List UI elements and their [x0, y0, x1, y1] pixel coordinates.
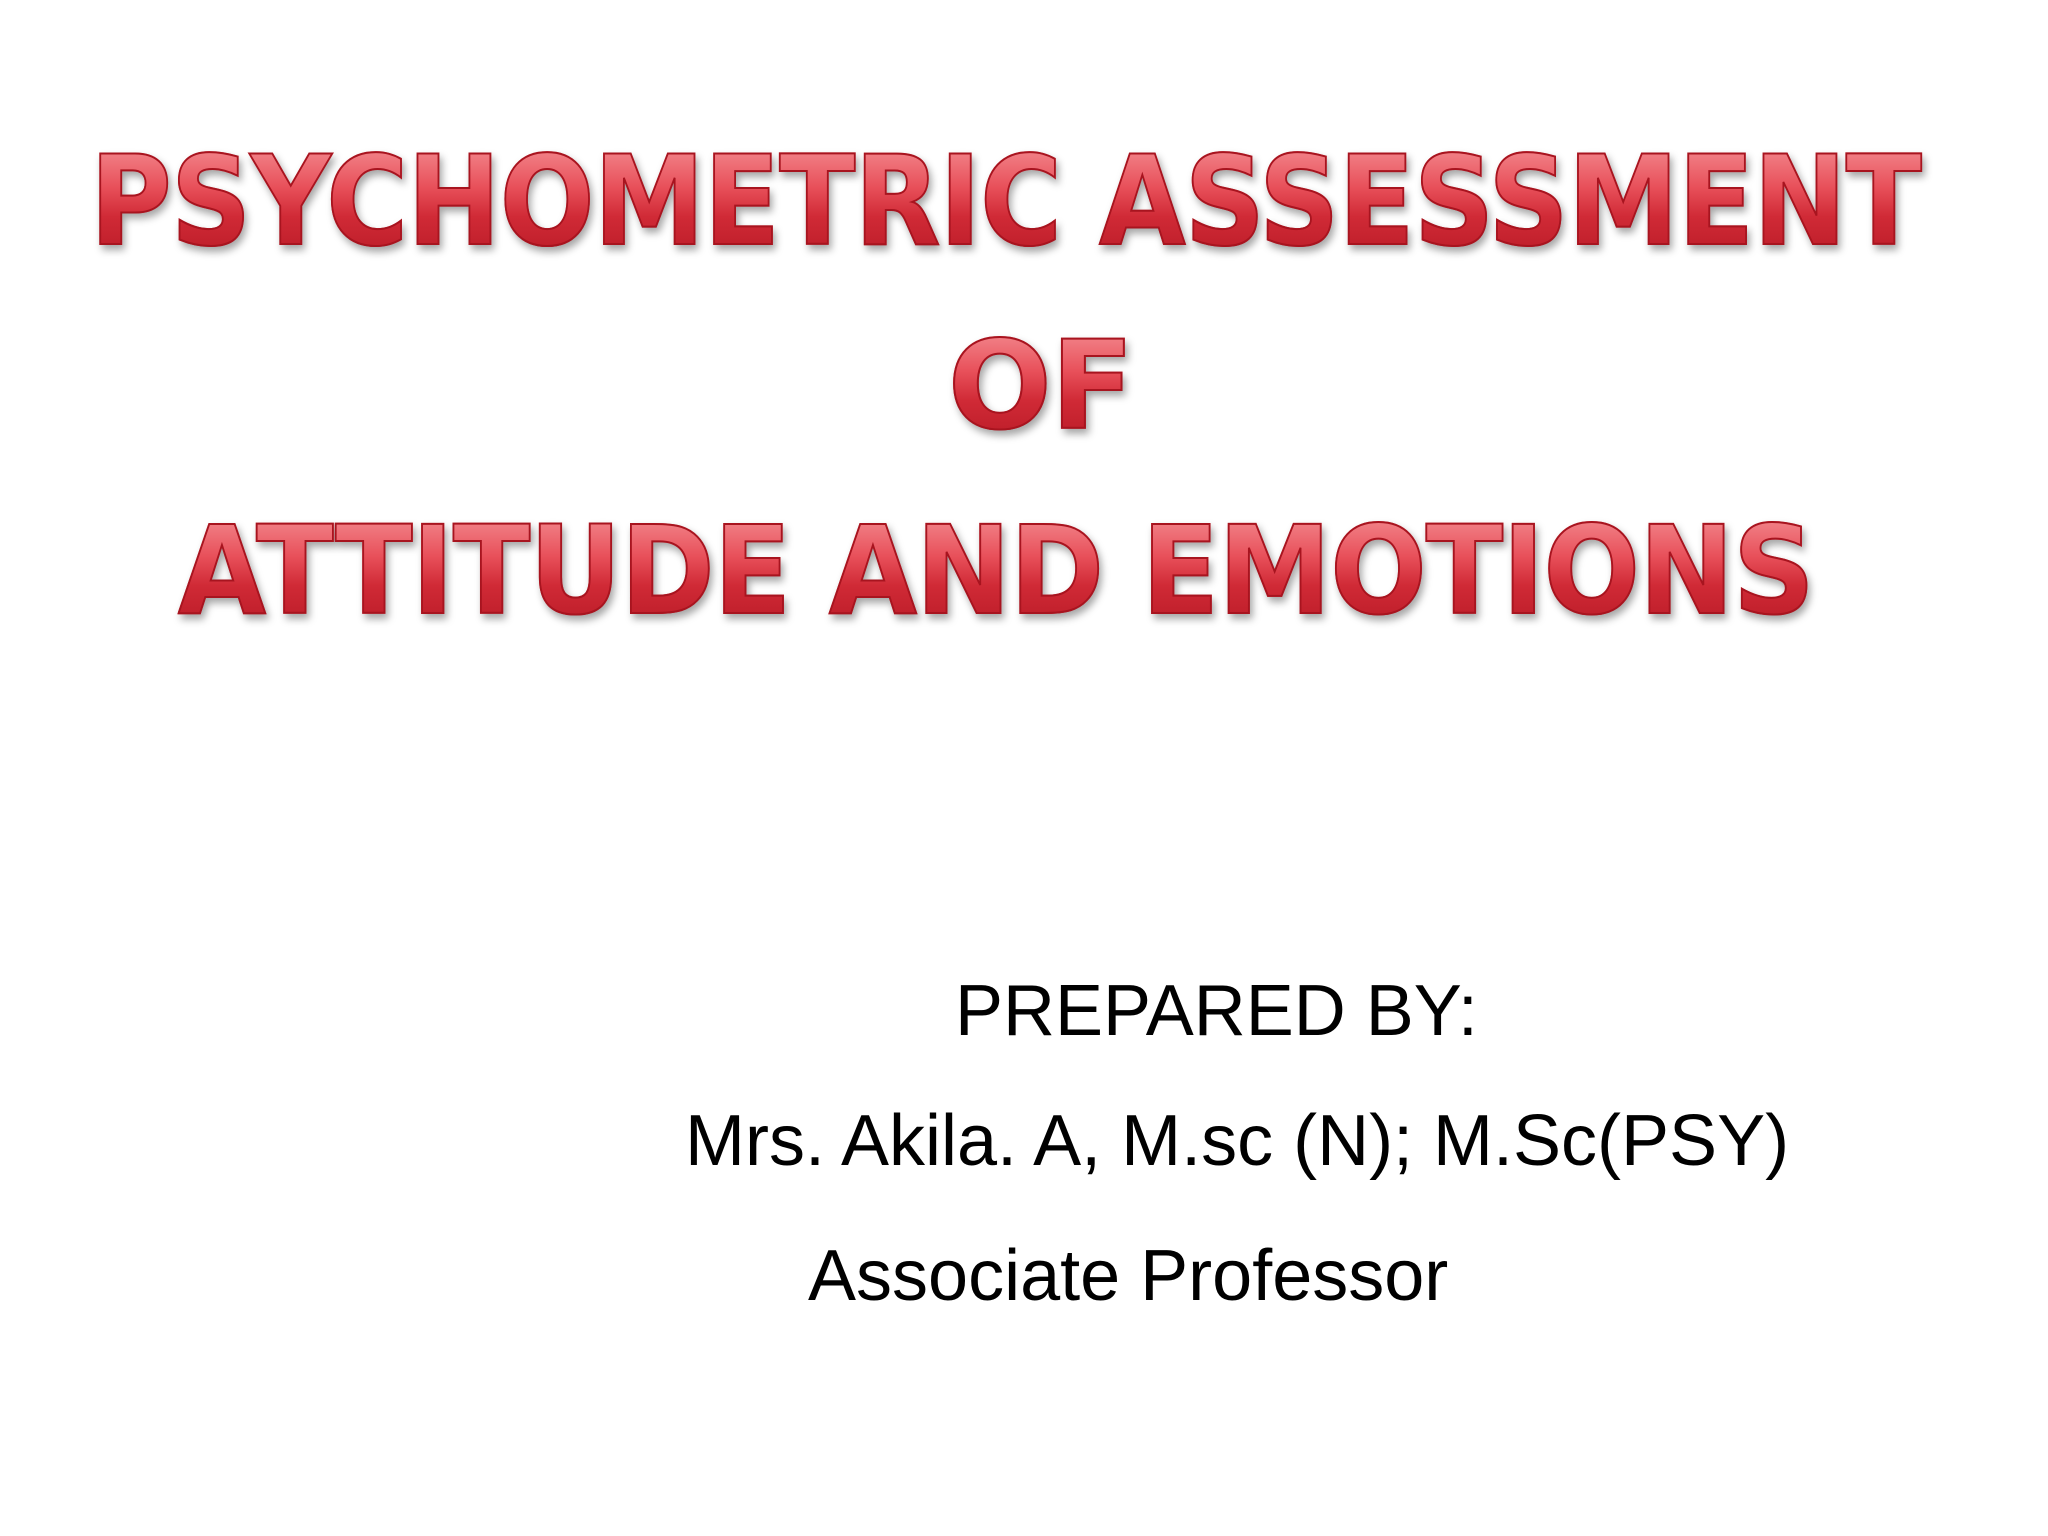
author-name: Mrs. Akila. A, M.sc (N); M.Sc(PSY): [685, 1101, 1790, 1181]
title-line-3: ATTITUDE AND EMOTIONS: [178, 500, 1814, 642]
title-line-2: OF: [948, 315, 1134, 457]
prepared-by-label: PREPARED BY:: [955, 971, 1478, 1051]
slide-title: [0, 0, 2048, 700]
title-line-1: PSYCHOMETRIC ASSESSMENT: [90, 130, 1922, 274]
author-role: Associate Professor: [808, 1236, 1449, 1316]
